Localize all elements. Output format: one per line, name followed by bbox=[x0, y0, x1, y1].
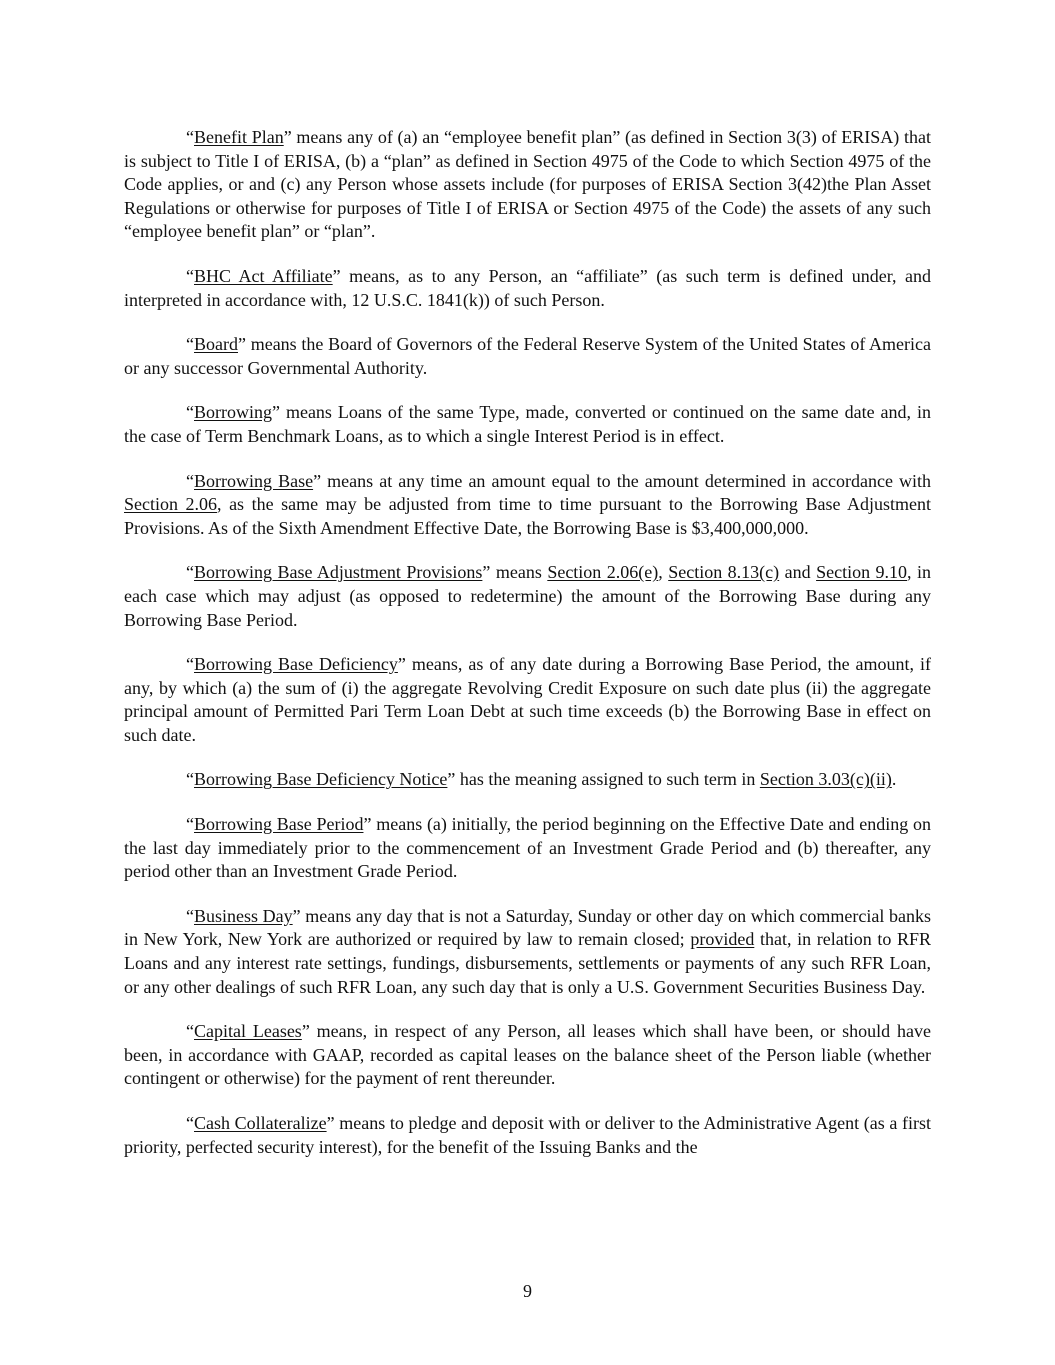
definition-text: has the meaning assigned to such term in bbox=[455, 769, 760, 790]
definition-text: . bbox=[891, 769, 897, 790]
definition-paragraph: “Borrowing Base Deficiency Notice” has the meaning assigned to such term in Section 3.03(c)(ii). bbox=[186, 769, 897, 790]
page-number: 9 bbox=[523, 1281, 532, 1301]
definition-paragraph: “Board” means the Board of Governors of the Federal Reserve System of the United States of America or any successor Governmental Authority. bbox=[124, 334, 931, 378]
defined-term: Borrowing Base Period bbox=[194, 814, 364, 835]
definition-paragraph: “Cash Collateralize” means to pledge and deposit with or deliver to the Administrative Agent (as a first priority, perfected security interest), for the benefit of the Issuing Banks and the bbox=[124, 1113, 931, 1157]
cross-reference: Section 9.10 bbox=[816, 562, 908, 583]
definition-text: , as the same may be adjusted from time to time pursuant to the Borrowing Base Adjustment Provisions. As of the Sixth Amendment Effective Date, the Borrowing Base is $3,400,000,000. bbox=[124, 494, 931, 538]
definition-text: means at any time an amount equal to the amount determined in accordance with bbox=[321, 470, 932, 491]
cross-reference: Section 2.06(e) bbox=[547, 562, 659, 583]
definition-text: means the Board of Governors of the Federal Reserve System of the United States of America or any successor Governmental Authority. bbox=[124, 334, 931, 378]
definition-paragraph: “Borrowing” means Loans of the same Type, made, converted or continued on the same date and, in the case of Term Benchmark Loans, as to which a single Interest Period is in effect. bbox=[124, 402, 931, 446]
defined-term: Borrowing Base Adjustment Provisions bbox=[194, 562, 483, 583]
cross-reference: Section 8.13(c) bbox=[668, 562, 780, 583]
definition-text: , in each case which may adjust (as opposed to redetermine) the amount of the Borrowing Base during any Borrowing Base Period. bbox=[124, 562, 932, 630]
definition-text: and bbox=[779, 562, 817, 583]
defined-term: Borrowing bbox=[194, 402, 272, 423]
defined-term: Benefit Plan bbox=[194, 127, 284, 147]
definition-text: means, as to any Person, an “affiliate” (as such term is defined under, and interpreted in accordance with, 12 U.S.C. 1841(k)) of such Person. bbox=[124, 265, 931, 310]
definition-text: means, in respect of any Person, all leases which shall have been, or should have been, in accordance with GAAP, recorded as capital leases on the balance sheet of the Person liable (whether contingent or otherwise) for the payment of rent thereunder. bbox=[124, 1021, 932, 1089]
defined-term: BHC Act Affiliate bbox=[194, 265, 333, 286]
definition-paragraph: “Business Day” means any day that is not a Saturday, Sunday or other day on which commercial banks in New York, New York are authorized or required by law to remain closed; provided that, in relation to RFR Loans and any interest rate settings, fundings, disbursements, settlements or payments of any such RFR Loan, or any other dealings of such RFR Loan, any such day that is only a U.S. Government Securities Business Day. bbox=[124, 905, 932, 997]
definition-text: means any day that is not a Saturday, Sunday or other day on which commercial banks in New York, New York are authorized or required by law to remain closed; bbox=[124, 905, 932, 950]
defined-term: Borrowing Base Deficiency Notice bbox=[194, 769, 448, 790]
cross-reference: provided bbox=[690, 929, 755, 950]
defined-term: Business Day bbox=[194, 905, 293, 926]
definition-text: means, as of any date during a Borrowing Base Period, the amount, if any, by which (a) the sum of (i) the aggregate Revolving Credit Exposure on such date plus (ii) the aggregate principal amount of Permitted Pari Term Loan Debt at such time exceeds (b) the Borrowing Base in effect on such date. bbox=[124, 654, 932, 745]
definition-text: means bbox=[490, 562, 548, 583]
defined-term: Cash Collateralize bbox=[194, 1113, 327, 1133]
definition-text: means any of (a) an “employee benefit plan” (as defined in Section 3(3) of ERISA) that is subject to Title I of ERISA, (b) a “plan” as defined in Section 4975 of the Code to which Section 4975 of the Code applies, or and (c) any Person whose assets include (for purposes of ERISA Section 3(42)the Plan Asset Regulations or otherwise for purposes of Title I of ERISA or Section 4975 of the Code) the assets of any such “employee benefit plan” or “plan”. bbox=[124, 127, 931, 242]
defined-term: Borrowing Base bbox=[194, 470, 314, 491]
defined-term: Capital Leases bbox=[194, 1021, 302, 1042]
definition-text: that, in relation to RFR Loans and any interest rate settings, fundings, disbursements, settlements or payments of any such RFR Loan, or any other dealings of such RFR Loan, any such day that is only a U.S. Government Securities Business Day. bbox=[124, 929, 931, 997]
definition-paragraph: “Borrowing Base” means at any time an amount equal to the amount determined in accordance with Section 2.06, as the same may be adjusted from time to time pursuant to the Borrowing Base Adjustment Provisions. As of the Sixth Amendment Effective Date, the Borrowing Base is $3,400,000,000. bbox=[124, 470, 932, 538]
document-page bbox=[124, 126, 931, 1180]
definition-paragraph: “Benefit Plan” means any of (a) an “employee benefit plan” (as defined in Section 3(3) of ERISA) that is subject to Title I of ERISA, (b) a “plan” as defined in Section 4975 of the Code to which Section 4975 of the Code applies, or and (c) any Person whose assets include (for purposes of ERISA Section 3(42)the Plan Asset Regulations or otherwise for purposes of Title I of ERISA or Section 4975 of the Code) the assets of any such “employee benefit plan” or “plan”. bbox=[124, 127, 931, 242]
defined-term: Borrowing Base Deficiency bbox=[194, 654, 398, 675]
definition-text: , bbox=[658, 562, 669, 583]
definition-text: means Loans of the same Type, made, converted or continued on the same date and, in the case of Term Benchmark Loans, as to which a single Interest Period is in effect. bbox=[124, 402, 931, 446]
definition-paragraph: “Capital Leases” means, in respect of any Person, all leases which shall have been, or should have been, in accordance with GAAP, recorded as capital leases on the balance sheet of the Person liable (whether contingent or otherwise) for the payment of rent thereunder. bbox=[124, 1021, 932, 1089]
definition-paragraph: “Borrowing Base Period” means (a) initially, the period beginning on the Effective Date and ending on the last day immediately prior to the commencement of an Investment Grade Period and (b) thereafter, any period other than an Investment Grade Period. bbox=[124, 814, 931, 882]
definition-text: means to pledge and deposit with or deliver to the Administrative Agent (as a first priority, perfected security interest), for the benefit of the Issuing Banks and the bbox=[124, 1113, 931, 1157]
defined-term: Board bbox=[194, 334, 238, 355]
definition-paragraph: “BHC Act Affiliate” means, as to any Person, an “affiliate” (as such term is defined under, and interpreted in accordance with, 12 U.S.C. 1841(k)) of such Person. bbox=[124, 265, 931, 310]
definition-paragraph: “Borrowing Base Adjustment Provisions” means Section 2.06(e), Section 8.13(c) and Section 9.10, in each case which may adjust (as opposed to redetermine) the amount of the Borrowing Base during any Borrowing Base Period. bbox=[124, 562, 932, 630]
cross-reference: Section 3.03(c)(ii) bbox=[759, 769, 892, 790]
cross-reference: Section 2.06 bbox=[124, 494, 218, 515]
definition-text: means (a) initially, the period beginning on the Effective Date and ending on the last day immediately prior to the commencement of an Investment Grade Period and (b) thereafter, any period other than an Investment Grade Period. bbox=[124, 814, 931, 882]
definition-paragraph: “Borrowing Base Deficiency” means, as of any date during a Borrowing Base Period, the amount, if any, by which (a) the sum of (i) the aggregate Revolving Credit Exposure on such date plus (ii) the aggregate principal amount of Permitted Pari Term Loan Debt at such time exceeds (b) the Borrowing Base in effect on such date. bbox=[124, 654, 932, 745]
